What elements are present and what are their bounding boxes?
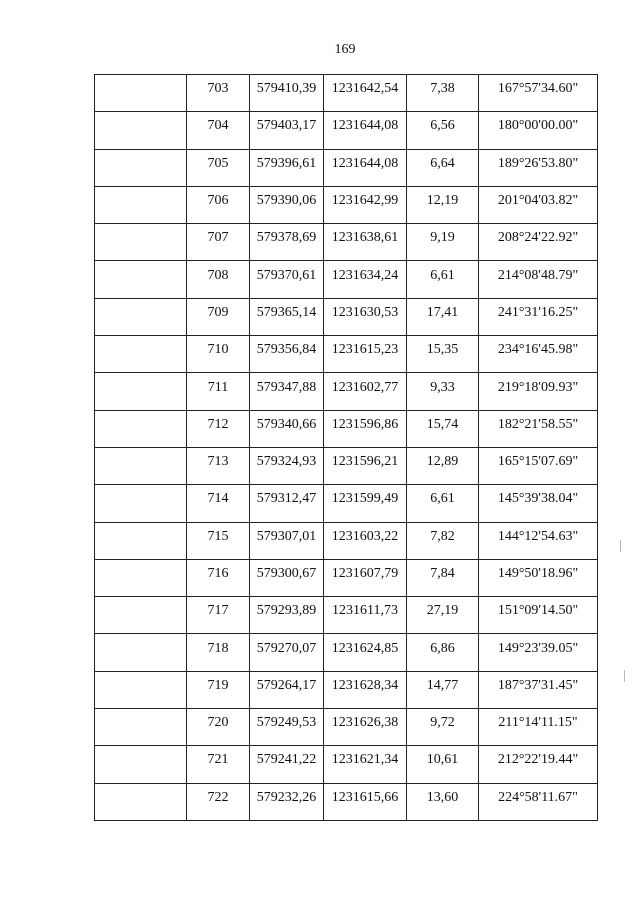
scan-edge-mark — [620, 540, 621, 552]
y-coordinate-cell — [324, 559, 407, 596]
table-row — [95, 298, 598, 335]
angle-text: 211°14'11.15" — [498, 715, 578, 731]
x-coordinate-text: 579293,89 — [256, 603, 317, 619]
angle-text: 241°31'16.25" — [497, 304, 579, 320]
y-coordinate-cell — [324, 336, 407, 373]
empty-cell — [95, 149, 187, 186]
length-text: 9,19 — [430, 230, 455, 246]
angle-text: 214°08'48.79" — [497, 267, 579, 283]
point-number-cell — [187, 746, 250, 783]
length-cell — [407, 522, 479, 559]
length-cell — [407, 336, 479, 373]
length-cell — [407, 298, 479, 335]
angle-text: 189°26'53.80" — [497, 155, 579, 171]
point-number-cell — [187, 298, 250, 335]
table-row — [95, 522, 598, 559]
point-number-text: 718 — [207, 640, 229, 656]
angle-text: 208°24'22.92" — [497, 230, 579, 246]
y-coordinate-text: 1231634,24 — [331, 267, 399, 283]
empty-cell — [95, 559, 187, 596]
scan-edge-mark — [624, 670, 625, 682]
length-text: 7,82 — [430, 528, 455, 544]
x-coordinate-cell — [250, 597, 324, 634]
x-coordinate-cell — [250, 522, 324, 559]
angle-text: 187°37'31.45" — [497, 677, 579, 693]
angle-cell — [479, 298, 598, 335]
length-text: 15,35 — [426, 342, 459, 358]
point-number-text: 705 — [207, 155, 229, 171]
point-number-cell — [187, 336, 250, 373]
x-coordinate-text: 579241,22 — [256, 752, 317, 768]
x-coordinate-text: 579365,14 — [256, 304, 317, 320]
empty-cell — [95, 522, 187, 559]
angle-cell — [479, 671, 598, 708]
coordinates-table-body — [95, 75, 598, 821]
point-number-cell — [187, 410, 250, 447]
y-coordinate-cell — [324, 112, 407, 149]
point-number-text: 704 — [207, 118, 229, 134]
x-coordinate-cell — [250, 671, 324, 708]
length-cell — [407, 709, 479, 746]
empty-cell — [95, 75, 187, 112]
empty-cell — [95, 485, 187, 522]
angle-text: 219°18'09.93" — [497, 379, 579, 395]
length-text: 9,72 — [430, 715, 455, 731]
y-coordinate-cell — [324, 783, 407, 820]
point-number-cell — [187, 709, 250, 746]
angle-text: 212°22'19.44" — [497, 752, 579, 768]
x-coordinate-text: 579370,61 — [256, 267, 317, 283]
empty-cell — [95, 373, 187, 410]
length-cell — [407, 112, 479, 149]
angle-text: 201°04'03.82" — [497, 193, 579, 209]
point-number-cell — [187, 485, 250, 522]
x-coordinate-text: 579300,67 — [256, 566, 317, 581]
x-coordinate-cell — [250, 783, 324, 820]
x-coordinate-cell — [250, 559, 324, 596]
length-cell — [407, 410, 479, 447]
angle-cell — [479, 75, 598, 112]
point-number-text: 717 — [207, 603, 229, 619]
angle-cell — [479, 634, 598, 671]
y-coordinate-cell — [324, 186, 407, 223]
angle-text: 144°12'54.63" — [497, 528, 579, 544]
angle-cell — [479, 112, 598, 149]
table-row — [95, 671, 598, 708]
length-text: 9,33 — [430, 379, 455, 395]
y-coordinate-text: 1231615,66 — [331, 789, 399, 805]
x-coordinate-cell — [250, 75, 324, 112]
point-number-cell — [187, 224, 250, 261]
y-coordinate-text: 1231603,22 — [331, 528, 399, 544]
angle-cell — [479, 149, 598, 186]
x-coordinate-text: 579232,26 — [256, 789, 317, 805]
x-coordinate-cell — [250, 746, 324, 783]
length-text: 13,60 — [426, 789, 459, 805]
y-coordinate-text: 1231607,79 — [331, 566, 399, 581]
x-coordinate-text: 579270,07 — [256, 640, 317, 656]
length-text: 12,89 — [426, 454, 459, 470]
point-number-cell — [187, 597, 250, 634]
angle-text: 145°39'38.04" — [497, 491, 579, 507]
x-coordinate-cell — [250, 410, 324, 447]
length-cell — [407, 783, 479, 820]
y-coordinate-cell — [324, 224, 407, 261]
angle-cell — [479, 447, 598, 484]
table-row — [95, 597, 598, 634]
empty-cell — [95, 224, 187, 261]
empty-cell — [95, 447, 187, 484]
y-coordinate-cell — [324, 410, 407, 447]
y-coordinate-cell — [324, 709, 407, 746]
angle-text: 234°16'45.98" — [497, 342, 579, 358]
length-text: 6,86 — [430, 640, 455, 656]
page-number: 169 — [334, 42, 356, 57]
length-text: 6,61 — [430, 267, 455, 283]
length-text: 17,41 — [426, 304, 459, 320]
length-text: 6,64 — [430, 155, 455, 171]
y-coordinate-text: 1231596,86 — [331, 416, 399, 432]
point-number-text: 714 — [207, 491, 229, 507]
y-coordinate-text: 1231628,34 — [331, 677, 399, 693]
point-number-text: 706 — [207, 193, 229, 209]
length-cell — [407, 559, 479, 596]
table-row — [95, 709, 598, 746]
x-coordinate-cell — [250, 709, 324, 746]
length-cell — [407, 447, 479, 484]
table-row — [95, 447, 598, 484]
length-text: 6,56 — [430, 118, 455, 134]
table-row — [95, 746, 598, 783]
y-coordinate-cell — [324, 671, 407, 708]
table-row — [95, 112, 598, 149]
x-coordinate-cell — [250, 224, 324, 261]
angle-cell — [479, 186, 598, 223]
point-number-cell — [187, 112, 250, 149]
y-coordinate-text: 1231626,38 — [331, 715, 399, 731]
empty-cell — [95, 783, 187, 820]
point-number-text: 719 — [207, 677, 229, 693]
angle-text: 149°50'18.96" — [497, 566, 579, 581]
angle-text: 182°21'58.55" — [497, 416, 579, 432]
point-number-text: 710 — [207, 342, 229, 358]
length-cell — [407, 373, 479, 410]
x-coordinate-text: 579347,88 — [256, 379, 317, 395]
table-row — [95, 336, 598, 373]
table-row — [95, 634, 598, 671]
angle-text: 151°09'14.50" — [497, 603, 579, 619]
y-coordinate-cell — [324, 447, 407, 484]
table-row — [95, 373, 598, 410]
length-cell — [407, 634, 479, 671]
x-coordinate-text: 579378,69 — [256, 230, 317, 246]
length-cell — [407, 186, 479, 223]
empty-cell — [95, 112, 187, 149]
angle-cell — [479, 224, 598, 261]
x-coordinate-cell — [250, 112, 324, 149]
y-coordinate-cell — [324, 261, 407, 298]
empty-cell — [95, 746, 187, 783]
y-coordinate-cell — [324, 746, 407, 783]
table-row — [95, 224, 598, 261]
angle-cell — [479, 410, 598, 447]
angle-cell — [479, 485, 598, 522]
point-number-cell — [187, 447, 250, 484]
point-number-cell — [187, 671, 250, 708]
table-row — [95, 261, 598, 298]
empty-cell — [95, 709, 187, 746]
angle-cell — [479, 559, 598, 596]
y-coordinate-cell — [324, 75, 407, 112]
x-coordinate-text: 579410,39 — [256, 81, 317, 97]
x-coordinate-text: 579324,93 — [256, 454, 317, 470]
y-coordinate-text: 1231621,34 — [331, 752, 399, 768]
length-text: 14,77 — [426, 677, 459, 693]
x-coordinate-cell — [250, 149, 324, 186]
length-cell — [407, 671, 479, 708]
angle-cell — [479, 709, 598, 746]
empty-cell — [95, 336, 187, 373]
angle-cell — [479, 783, 598, 820]
y-coordinate-cell — [324, 485, 407, 522]
empty-cell — [95, 634, 187, 671]
length-text: 10,61 — [426, 752, 459, 768]
y-coordinate-text: 1231611,73 — [332, 603, 398, 619]
length-cell — [407, 597, 479, 634]
point-number-cell — [187, 634, 250, 671]
length-text: 7,84 — [430, 566, 455, 581]
table-row — [95, 75, 598, 112]
point-number-cell — [187, 261, 250, 298]
point-number-cell — [187, 186, 250, 223]
y-coordinate-cell — [324, 373, 407, 410]
y-coordinate-text: 1231602,77 — [331, 379, 399, 395]
x-coordinate-cell — [250, 447, 324, 484]
angle-text: 165°15'07.69" — [497, 454, 579, 470]
empty-cell — [95, 597, 187, 634]
point-number-text: 720 — [207, 715, 229, 731]
point-number-text: 722 — [207, 789, 229, 805]
x-coordinate-cell — [250, 634, 324, 671]
x-coordinate-text: 579312,47 — [256, 491, 317, 507]
point-number-text: 703 — [207, 81, 229, 97]
point-number-text: 707 — [207, 230, 229, 246]
y-coordinate-text: 1231644,08 — [331, 155, 399, 171]
point-number-cell — [187, 149, 250, 186]
x-coordinate-text: 579340,66 — [256, 416, 317, 432]
point-number-text: 721 — [207, 752, 229, 768]
y-coordinate-text: 1231638,61 — [331, 230, 399, 246]
point-number-text: 715 — [207, 528, 229, 544]
length-cell — [407, 746, 479, 783]
x-coordinate-text: 579307,01 — [256, 528, 317, 544]
length-text: 27,19 — [426, 603, 459, 619]
x-coordinate-text: 579396,61 — [256, 155, 317, 171]
angle-cell — [479, 261, 598, 298]
y-coordinate-cell — [324, 298, 407, 335]
length-cell — [407, 224, 479, 261]
x-coordinate-text: 579403,17 — [256, 118, 317, 134]
x-coordinate-text: 579356,84 — [256, 342, 317, 358]
length-cell — [407, 149, 479, 186]
length-text: 15,74 — [426, 416, 459, 432]
point-number-text: 709 — [207, 304, 229, 320]
x-coordinate-text: 579264,17 — [256, 677, 317, 693]
point-number-text: 711 — [207, 379, 229, 395]
x-coordinate-text: 579390,06 — [256, 193, 317, 209]
y-coordinate-cell — [324, 597, 407, 634]
x-coordinate-text: 579249,53 — [256, 715, 317, 731]
angle-text: 224°58'11.67" — [498, 789, 578, 805]
point-number-cell — [187, 522, 250, 559]
point-number-cell — [187, 75, 250, 112]
point-number-cell — [187, 559, 250, 596]
point-number-text: 716 — [207, 566, 229, 581]
x-coordinate-cell — [250, 485, 324, 522]
empty-cell — [95, 671, 187, 708]
point-number-text: 713 — [207, 454, 229, 470]
length-cell — [407, 485, 479, 522]
x-coordinate-cell — [250, 186, 324, 223]
y-coordinate-text: 1231630,53 — [331, 304, 399, 320]
x-coordinate-cell — [250, 373, 324, 410]
angle-text: 149°23'39.05" — [497, 640, 579, 656]
table-row — [95, 485, 598, 522]
empty-cell — [95, 186, 187, 223]
empty-cell — [95, 261, 187, 298]
table-row — [95, 783, 598, 820]
angle-text: 167°57'34.60" — [497, 81, 579, 97]
angle-cell — [479, 597, 598, 634]
y-coordinate-text: 1231644,08 — [331, 118, 399, 134]
x-coordinate-cell — [250, 336, 324, 373]
table-row — [95, 559, 598, 596]
angle-cell — [479, 373, 598, 410]
length-text: 12,19 — [426, 193, 459, 209]
x-coordinate-cell — [250, 298, 324, 335]
y-coordinate-text: 1231615,23 — [331, 342, 399, 358]
y-coordinate-text: 1231624,85 — [331, 640, 399, 656]
length-cell — [407, 75, 479, 112]
y-coordinate-cell — [324, 634, 407, 671]
point-number-cell — [187, 373, 250, 410]
y-coordinate-text: 1231596,21 — [331, 454, 399, 470]
point-number-text: 708 — [207, 267, 229, 283]
angle-cell — [479, 746, 598, 783]
x-coordinate-cell — [250, 261, 324, 298]
angle-text: 180°00'00.00" — [497, 118, 579, 134]
point-number-cell — [187, 783, 250, 820]
empty-cell — [95, 410, 187, 447]
y-coordinate-text: 1231599,49 — [331, 491, 399, 507]
y-coordinate-text: 1231642,54 — [331, 81, 399, 97]
point-number-text: 712 — [207, 416, 229, 432]
length-text: 7,38 — [430, 81, 455, 97]
empty-cell — [95, 298, 187, 335]
table-row — [95, 410, 598, 447]
angle-cell — [479, 522, 598, 559]
y-coordinate-text: 1231642,99 — [331, 193, 399, 209]
y-coordinate-cell — [324, 522, 407, 559]
table-row — [95, 149, 598, 186]
length-cell — [407, 261, 479, 298]
angle-cell — [479, 336, 598, 373]
length-text: 6,61 — [430, 491, 455, 507]
coordinates-table — [94, 74, 598, 821]
table-row — [95, 186, 598, 223]
y-coordinate-cell — [324, 149, 407, 186]
